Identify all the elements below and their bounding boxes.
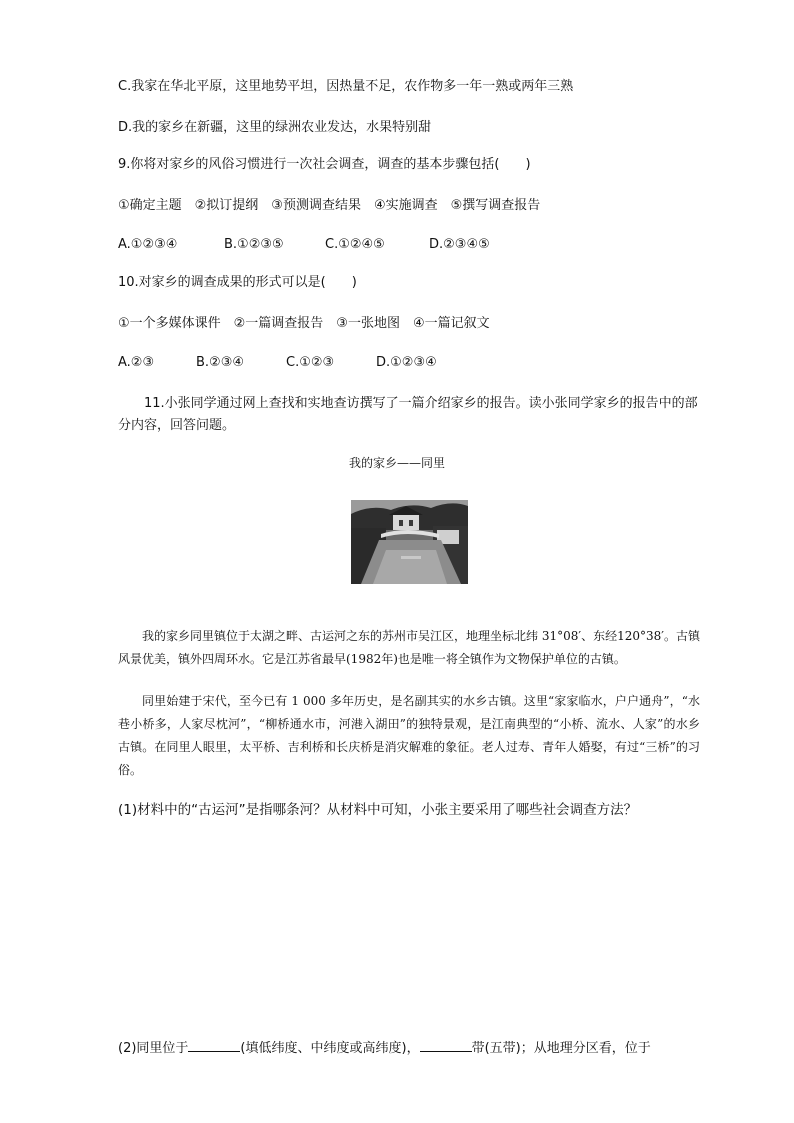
question-11: 11.小张同学通过网上查找和实地查访撰写了一篇介绍家乡的报告。读小张同学家乡的报告中的部分内容，回答问题。 xyxy=(118,396,698,433)
q10-option-c: C.①②③ xyxy=(286,355,335,370)
question-10-items: ①一个多媒体课件 ②一篇调查报告 ③一张地图 ④一篇记叙文 xyxy=(118,316,490,331)
q9-option-a: A.①②③④ xyxy=(118,237,178,252)
answer-blank-2[interactable] xyxy=(420,1037,472,1052)
q10-option-a: A.②③ xyxy=(118,355,155,370)
q9-option-c: C.①②④⑤ xyxy=(325,237,385,252)
option-d-text: D.我的家乡在新疆，这里的绿洲农业发达，水果特别甜 xyxy=(118,120,432,135)
q10-option-b: B.②③④ xyxy=(196,355,245,370)
q9-option-b: B.①②③⑤ xyxy=(224,237,284,252)
question-9: 9.你将对家乡的风俗习惯进行一次社会调查，调查的基本步骤包括( ) xyxy=(118,157,531,172)
answer-blank-1[interactable] xyxy=(188,1037,240,1052)
question-10: 10.对家乡的调查成果的形式可以是( ) xyxy=(118,275,357,290)
question-9-options xyxy=(118,235,490,255)
sub-question-2 xyxy=(118,1037,651,1059)
sub-question-1: (1)材料中的“古运河”是指哪条河？从材料中可知，小张主要采用了哪些社会调查方法？ xyxy=(118,802,638,818)
sub-question-2-part-b: (填低纬度、中纬度或高纬度)， xyxy=(240,1041,420,1056)
q9-option-d: D.②③④⑤ xyxy=(429,237,490,252)
report-title: 我的家乡——同里 xyxy=(348,456,445,470)
option-c-text: C.我家在华北平原，这里地势平坦，因热量不足，农作物多一年一熟或两年三熟 xyxy=(118,79,574,94)
report-paragraph-2: 同里始建于宋代，至今已有 1 000 多年历史，是名副其实的水乡古镇。这里“家家临水，户户通舟”，“水巷小桥多，人家尽枕河”，“柳桥通水市，河港入湖田”的独特景观，是江南典型的“小桥、流水、人家”的水乡古镇。在同里人眼里，太平桥、吉利桥和长庆桥是消灾解难的象征。老人过寿、青年人婚娶，有过“三桥”的习俗。 xyxy=(118,694,700,777)
q10-option-d: D.①②③④ xyxy=(376,355,437,370)
sub-question-2-part-a: (2)同里位于 xyxy=(118,1041,189,1056)
question-9-items: ①确定主题 ②拟订提纲 ③预测调查结果 ④实施调查 ⑤撰写调查报告 xyxy=(118,198,541,213)
sub-question-2-part-c: 带(五带)；从地理分区看，位于 xyxy=(471,1041,651,1056)
report-paragraph-1: 我的家乡同里镇位于太湖之畔、古运河之东的苏州市吴江区，地理坐标北纬 31°08′、东经120°38′。古镇风景优美，镇外四周环水。它是江苏省最早(1982年)也是唯一将全镇作为文物保护单位的古镇。 xyxy=(118,629,700,666)
water-town-photo-icon xyxy=(351,500,468,584)
question-10-options xyxy=(118,353,437,373)
